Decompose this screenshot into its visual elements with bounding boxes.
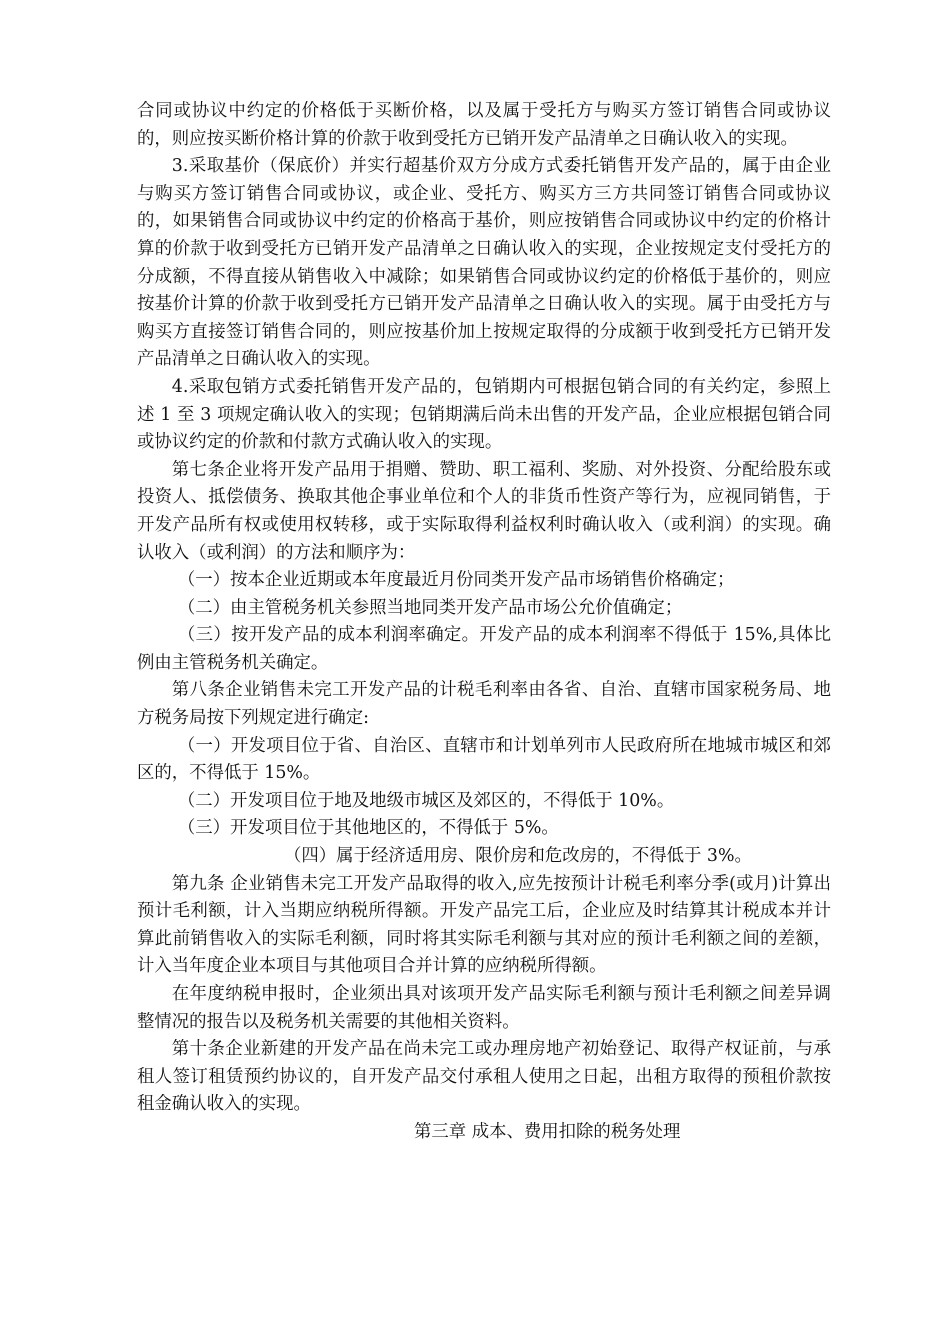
paragraph-article-8-item-4: （四）属于经济适用房、限价房和危改房的，不得低于 3%。 [284, 846, 752, 867]
paragraph-article-8-item-1: （一）开发项目位于省、自治区、直辖市和计划单列市人民政府所在地城市城区和郊区的，不得低于 15%。 [137, 735, 831, 784]
paragraph-article-8: 第八条企业销售未完工开发产品的计税毛利率由各省、自治、直辖市国家税务局、地方税务局按下列规定进行确定: [137, 680, 831, 729]
paragraph-article-7: 第七条企业将开发产品用于捐赠、赞助、职工福利、奖励、对外投资、分配给股东或投资人、抵偿债务、换取其他企事业单位和个人的非货币性资产等行为，应视同销售，于开发产品所有权或使用权转移，或于实际取得利益权利时确认收入（或利润）的实现。确认收入（或利润）的方法和顺序为： [137, 459, 831, 563]
paragraph-item-4: 4.采取包销方式委托销售开发产品的，包销期内可根据包销合同的有关约定，参照上述 1 至 3 项规定确认收入的实现；包销期满后尚未出售的开发产品，企业应根据包销合同或协议约定的价款和付款方式确认收入的实现。 [137, 376, 831, 453]
paragraph-article-8-item-3: （三）开发项目位于其他地区的，不得低于 5%。 [177, 818, 559, 839]
paragraph-article-9: 第九条 企业销售未完工开发产品取得的收入,应先按预计计税毛利率分季(或月)计算出预计毛利额，计入当期应纳税所得额。开发产品完工后，企业应及时结算其计税成本并计算此前销售收入的实际毛利额，同时将其实际毛利额与其对应的预计毛利额之间的差额，计入当年度企业本项目与其他项目合并计算的应纳税所得额。 [137, 873, 831, 977]
paragraph-article-7-item-3: （三）按开发产品的成本利润率确定。开发产品的成本利润率不得低于 15%,具体比例由主管税务机关确定。 [137, 625, 831, 673]
paragraph-annual-filing: 在年度纳税申报时，企业须出具对该项开发产品实际毛利额与预计毛利额之间差异调整情况的报告以及税务机关需要的其他相关资料。 [137, 984, 831, 1032]
paragraph-continuation: 合同或协议中约定的价格低于买断价格，以及属于受托方与购买方签订销售合同或协议的，则应按买断价格计算的价款于收到受托方已销开发产品清单之日确认收入的实现。 [137, 101, 831, 149]
paragraph-article-7-item-2: （二）由主管税务机关参照当地同类开发产品市场公允价值确定； [177, 597, 683, 618]
chapter-heading: 第三章 成本、费用扣除的税务处理 [414, 1121, 681, 1142]
paragraph-article-7-item-1: （一）按本企业近期或本年度最近月份同类开发产品市场销售价格确定； [177, 570, 735, 591]
paragraph-item-3: 3.采取基价（保底价）并实行超基价双方分成方式委托销售开发产品的，属于由企业与购买方签订销售合同或协议，或企业、受托方、购买方三方共同签订销售合同或协议的，如果销售合同或协议中约定的价格高于基价，则应按销售合同或协议中约定的价格计算的价款于收到受托方已销开发产品清单之日确认收入的实现，企业按规定支付受托方的分成额，不得直接从销售收入中减除；如果销售合同或协议约定的价格低于基价的，则应按基价计算的价款于收到受托方已销开发产品清单之日确认收入的实现。属于由受托方与购买方直接签订销售合同的，则应按基价加上按规定取得的分成额于收到受托方已销开发产品清单之日确认收入的实现。 [137, 156, 831, 370]
paragraph-article-8-item-2: （二）开发项目位于地及地级市城区及郊区的，不得低于 10%。 [177, 790, 675, 811]
document-body [137, 98, 831, 1147]
paragraph-article-10: 第十条企业新建的开发产品在尚未完工或办理房地产初始登记、取得产权证前，与承租人签订租赁预约协议的，自开发产品交付承租人使用之日起，出租方取得的预租价款按租金确认收入的实现。 [137, 1039, 831, 1115]
